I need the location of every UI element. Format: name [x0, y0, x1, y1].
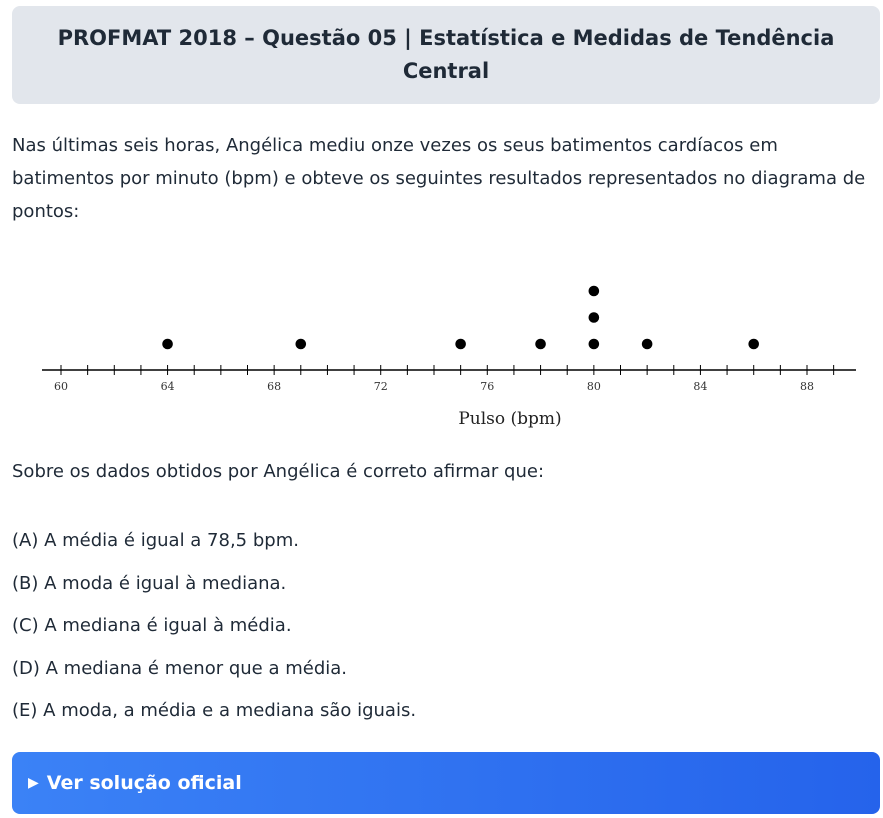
option-letter: (C) [12, 615, 39, 636]
data-point [295, 339, 306, 350]
option-letter: (D) [12, 657, 40, 679]
dot-plot-chart [40, 270, 860, 435]
x-tick-label: 72 [373, 380, 388, 393]
option-letter: (A) [12, 530, 39, 551]
option-d[interactable] [12, 652, 416, 695]
option-e[interactable] [12, 694, 416, 737]
option-c[interactable] [12, 609, 416, 652]
expand-triangle-icon: ▶ [28, 775, 39, 791]
option-text: A moda, a média e a mediana são iguais. [43, 700, 417, 721]
answer-options [12, 524, 416, 737]
option-text: A moda é igual à mediana. [44, 572, 287, 594]
data-point [589, 339, 600, 350]
option-letter: (B) [12, 572, 39, 594]
data-point [642, 339, 653, 350]
data-point [455, 339, 466, 350]
x-tick-label: 60 [54, 380, 68, 393]
x-tick-label: 68 [267, 380, 282, 393]
option-letter: (E) [12, 700, 38, 721]
option-b[interactable] [12, 567, 416, 610]
data-point [748, 339, 759, 350]
x-tick-label: 88 [800, 380, 814, 393]
question-prompt: Sobre os dados obtidos por Angélica é correto afirmar que: [12, 461, 545, 482]
show-solution-button[interactable] [12, 752, 880, 814]
x-axis-label: Pulso (bpm) [458, 409, 562, 429]
option-a[interactable] [12, 524, 416, 567]
question-header [12, 6, 880, 104]
data-point [535, 339, 546, 350]
x-tick-label: 84 [693, 380, 708, 393]
option-text: A mediana é menor que a média. [45, 657, 348, 679]
data-point [589, 312, 600, 323]
data-point [162, 339, 173, 350]
option-text: A média é igual a 78,5 bpm. [44, 530, 299, 551]
x-tick-label: 80 [586, 380, 601, 393]
question-intro: Nas últimas seis horas, Angélica mediu onze vezes os seus batimentos cardíacos em batimentos por minuto (bpm) e obteve os seguintes resultados representados no diagrama de pontos: [12, 135, 866, 222]
data-point [589, 286, 600, 297]
show-solution-label: Ver solução oficial [46, 772, 242, 794]
x-tick-label: 64 [160, 380, 175, 393]
x-tick-label: 76 [480, 380, 495, 393]
option-text: A mediana é igual à média. [44, 615, 292, 636]
question-title: PROFMAT 2018 – Questão 05 | Estatística e Medidas de Tendência Central [57, 26, 835, 83]
